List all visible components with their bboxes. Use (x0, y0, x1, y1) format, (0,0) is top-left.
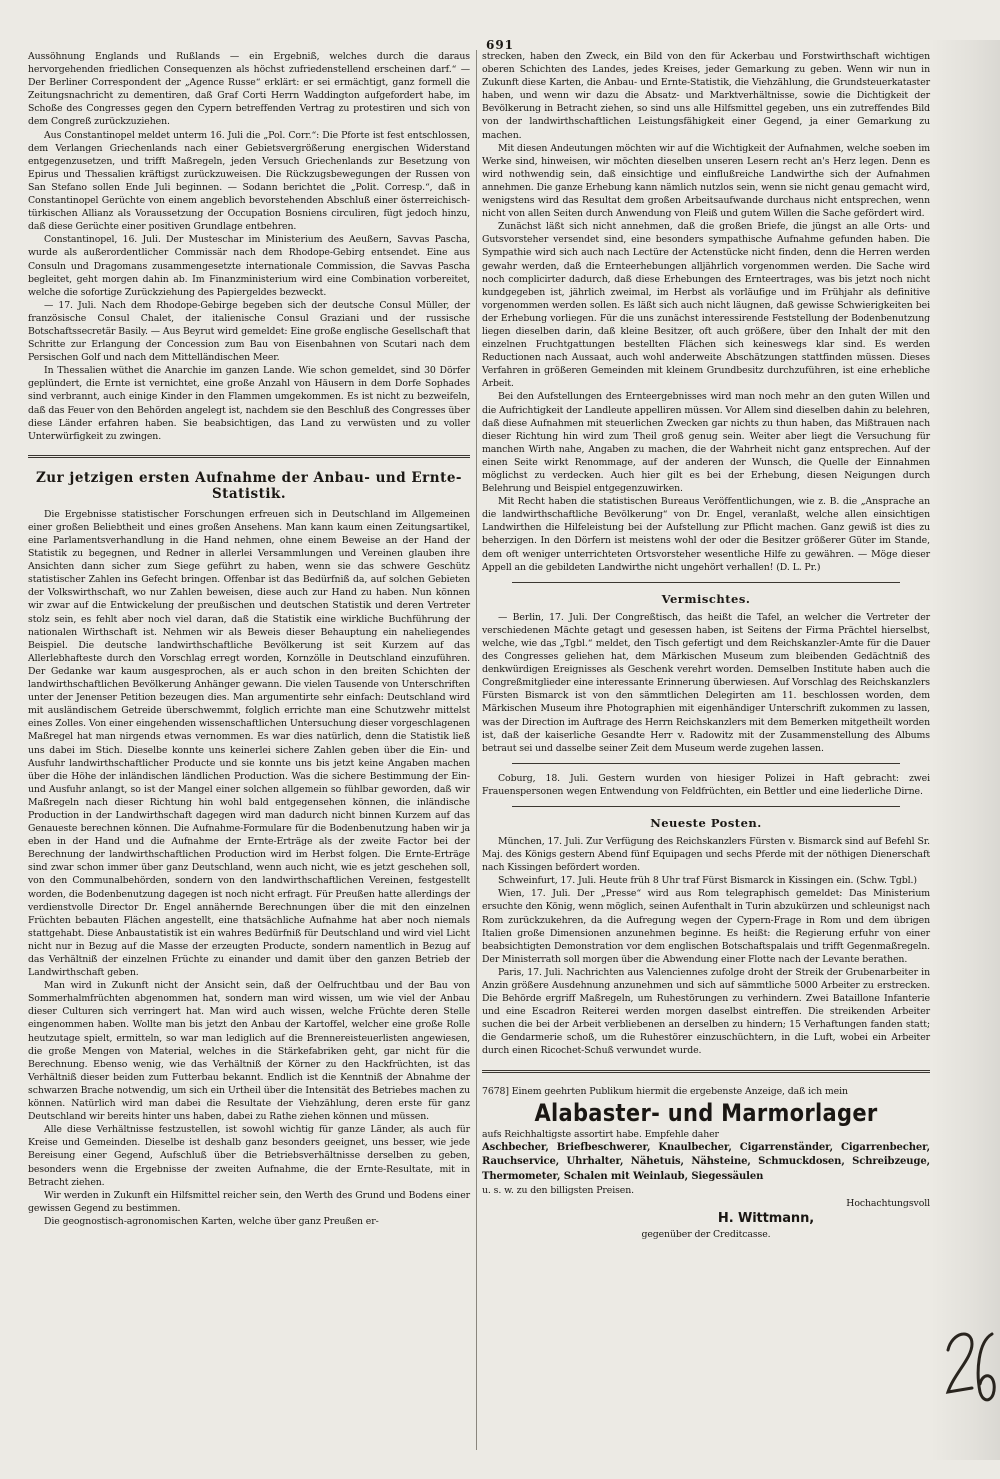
section-divider (512, 806, 900, 807)
ad-divider (482, 1070, 930, 1073)
news-paragraph: Constantinopel, 16. Juli. Der Musteschar im Ministerium des Aeußern, Savvas Pascha, wurde als außerordentlicher Commissär nach dem Rhodope-Gebirg entsendet. Eine aus Consuln und Dragomans zusammengesetzte internationale Commission, die Savvas Pascha begleitet, geht morgen dahin ab. Im Finanzministerium wird eine Combination vorbereitet, welche die sofortige Zurückziehung des Papiergeldes bezweckt. (28, 234, 470, 298)
news-dispatch: Schweinfurt, 17. Juli. Heute früh 8 Uhr traf Fürst Bismarck in Kissingen ein. (Schw. Tgbl.) (498, 875, 917, 887)
news-dispatch: Paris, 17. Juli. Nachrichten aus Valenciennes zufolge droht der Streik der Grubenarbeiter in Anzin größere Ausdehnung anzunehmen und sich auf sämmtliche 5000 Arbeiter zu erstrecken. Die Behörde ergriff Maßregeln, um Ruhestörungen zu verhindern. Zwei Bataillone Infanterie und eine Escadron Reiterei werden morgen daselbst eintreffen. Die streikenden Arbeiter suchen die bei der Arbeit verbliebenen an derselben zu hindern; 15 Verhaftungen fanden statt; die Gendarmerie schoß, um die Ruhestörer einzuschüchtern, in die Luft, wobei ein Arbeiter durch einen Ricochet-Schuß verwundet wurde. (482, 966, 930, 1057)
ad-address: gegenüber der Creditcasse. (641, 1229, 771, 1241)
vermischtes-title: Vermischtes. (661, 591, 751, 606)
section-divider (28, 455, 470, 458)
ad-headline: Alabaster- und Marmorlager (534, 1098, 878, 1127)
ad-product-list: Aschbecher, Briefbeschwerer, Knaulbecher, Cigarrenständer, Cigarrenbecher, Rauchservice, Uhrhalter, Nähetuis, Nähsteine, Schmuckdosen, Schreibzeuge, Thermometer, Schalen mit Weinlaub, Siegessäulen (482, 1141, 930, 1182)
vermischtes-item: — Berlin, 17. Juli. Der Congreßtisch, das heißt die Tafel, an welcher die Vertreter der verschiedenen Mächte getagt und gesessen haben, ist Seitens der Firma Prächtel hierselbst, welche, wie das „Tgbl.“ meldet, den Tisch gefertigt und dem Reichskanzler-Amte für die Dauer des Congresses geliehen hat, dem Märkischen Museum zum bleibenden Gedächtniß des denkwürdigen Ereignisses als Geschenk verehrt worden. Demselben Institute haben auch die Congreßmitglieder eine interessante Erinnerung überwiesen. Auf Vorschlag des Reichskanzlers Fürsten Bismarck ist von den sämmtlichen Delegirten am 11. beschlossen worden, dem Märkischen Museum ihre Photographien mit eigenhändiger Unterschrift zukommen zu lassen, was der Direction im Auftrage des Herrn Reichskanzlers mit dem Bemerken mitgetheilt worden ist, daß der kaiserliche Gesandte Herr v. Radowitz mit der Zusammenstellung des Albums betraut sei und dasselbe seiner Zeit dem Museum werde zugehen lassen. (482, 611, 930, 754)
page-edge-shadow (930, 40, 1000, 1460)
news-paragraph: Aus Constantinopel meldet unterm 16. Juli die „Pol. Corr.“: Die Pforte ist fest entschlossen, dem Verlangen Griechenlands nach einer Gebietsvergrößerung energischen Widerstand entgegenzusetzen, und trifft Maßregeln, jeden Versuch Griechenlands zur Besetzung von Epirus und Thessalien kräftigst zurückzuweisen. Die Rückzugsbewegungen der Russen von San Stefano sollen Ende Juli beginnen. — Sodann berichtet die „Polit. Corresp.“, daß in Constantinopel Gerüchte von einem angeblich bevorstehenden Abschluß einer österreichisch-türkischen Allianz als Voraussetzung der Occupation Bosniens circuliren, fügt jedoch hinzu, daß diese Gerüchte einer positiven Grundlage entbehren. (28, 129, 470, 233)
ad-merchant-name: H. Wittmann, (717, 1211, 815, 1227)
section-divider (512, 582, 900, 583)
news-dispatch: Wien, 17. Juli. Der „Presse“ wird aus Rom telegraphisch gemeldet: Das Ministerium ersuchte den König, wenn möglich, seinen Aufenthalt in Turin abzukürzen und schleunigst nach Rom zurückzukehren, da die Aufregung wegen der Cypern-Frage in Rom und dem übrigen Italien große Dimensionen anzunehmen beginne. Es heißt: die Regierung erfuhr von einer beabsichtigten Demonstration vor dem englischen Botschaftspalais und trifft Gegenmaßregeln. Der Ministerrath soll morgen über die Abwendung einer Flotte nach der Levante berathen. (482, 888, 930, 965)
handwritten-page-mark (942, 1322, 998, 1412)
article-continuation: strecken, haben den Zweck, ein Bild von den für Ackerbau und Forstwirthschaft wichtigen oberen Schichten des Landes, jedes Kreises, jeder Gemarkung zu geben. Wenn wir nun in Zukunft diese Karten, die Anbau- und Ernte-Statistik, die Viehzählung, die Grundsteuerkataster haben, und wenn wir dazu die Absatz- und Marktverhältnisse, sowie die Dichtigkeit der Bevölkerung in Betracht ziehen, so sind uns alle Hilfsmittel gegeben, uns ein zutreffendes Bild von der landwirthschaftlichen Leistungsfähigkeit einer Gegend, ja einer Gemarkung zu machen. (482, 51, 930, 141)
article-paragraph: Alle diese Verhältnisse festzustellen, ist sowohl wichtig für ganze Länder, als auch für Kreise und Gemeinden. Dieselbe ist deshalb ganz besonders geeignet, uns besser, wie jede Bereisung einer Gegend, Aufschluß über die Betriebsverhältnisse derselben zu geben, besonders wenn die Ergebnisse der zweiten Aufnahme, die der Ernte-Resultate, mit in Betracht ziehen. (28, 1124, 470, 1188)
article-paragraph: Bei den Aufstellungen des Ernteergebnisses wird man noch mehr an den guten Willen und die Aufrichtigkeit der Landleute appelliren müssen. Vor Allem sind dieselben dahin zu belehren, daß diese Aufnahmen mit steuerlichen Zwecken gar nichts zu thun haben, das Mißtrauen nach dieser Richtung hin wird zum Theil groß genug sein. Weiter aber liegt die Versuchung für manchen Wirth nahe, Angaben zu machen, die der Wahrheit nicht ganz entsprechen. Auf der einen Seite wirkt Renommage, auf der anderen der Wunsch, die Quelle der Einnahmen möglichst zu verdecken. Auch hier gilt es bei der Erhebung, diesen Neigungen durch Belehrung und Beispiel entgegenzuwirken. (482, 391, 930, 495)
news-paragraph: In Thessalien wüthet die Anarchie im ganzen Lande. Wie schon gemeldet, sind 30 Dörfer geplündert, die Ernte ist vernichtet, eine große Anzahl von Häusern in dem Dorfe Sophades sind verbrannt, auch einige Kinder in den Flammen umgekommen. Es ist nicht zu bezweifeln, daß das Feuer von den Behörden angelegt ist, nachdem sie den Beschluß des Congresses über diese Länder erfahren haben. Sie beabsichtigen, das Land zu verwüsten und zu voller Unterwürfigkeit zu zwingen. (28, 365, 470, 442)
article-paragraph: Die Ergebnisse statistischer Forschungen erfreuen sich in Deutschland im Allgemeinen einer großen Beliebtheit und eines großen Ansehens. Man kann kaum einen Zeitungsartikel, eine Parlamentsverhandlung in die Hand nehmen, ohne einem Beweise an der Hand der Statistik zu begegnen, und Redner in allerlei Versammlungen und Vereinen glauben ihre Ansichten dann sicher zum Siege geführt zu haben, wenn sie das schwere Geschütz statistischer Zahlen ins Gefecht bringen. Offenbar ist das Bedürfniß da, auf solchen Gebieten der Volkswirthschaft, wo nur Zahlen beweisen, diese auch zur Hand zu haben. Nun können wir zwar auf die Entwickelung der preußischen und deutschen Statistik und deren Vertreter stolz sein, es fehlt aber noch viel daran, daß die Statistik eine wirkliche Buchführung der nationalen Wirthschaft ist. Nehmen wir als Beweis dieser Behauptung ein naheliegendes Beispiel. Die deutsche landwirthschaftliche Bevölkerung ist seit Kurzem auf das Allerlebhafteste durch den Vorschlag erregt worden, Kornzölle in Deutschland einzuführen. Der Gedanke war kaum ausgesprochen, als er auch schon in den breiten Schichten der landwirthschaftlichen Bevölkerung Anhänger gewann. Die vielen Tausende von Unterschriften unter der Jenenser Petition bezeugen dies. Man argumentirte sehr einfach: Deutschland wird mit ausländischem Getreide überschwemmt, folglich errichte man eine Schutzwehr mittelst eines Zolles. Von einer eingehenden wissenschaftlichen Untersuchung dieser vorgeschlagenen Maßregel hat man nirgends etwas vernommen. Es war dies natürlich, denn die Statistik ließ uns dabei im Stich. Dieselbe konnte uns keinerlei sichere Zahlen geben über die Ein- und Ausfuhr landwirthschaftlicher Producte und sie konnte uns bis jetzt keine Angaben machen über die Höhe der inländischen ländlichen Production. Was die sichere Bestimmung der Ein- und Ausfuhr anlangt, so ist der Mangel einer solchen allgemein so fühlbar geworden, daß wir Maßregeln nach dieser Richtung hin wohl bald entgegensehen können, die inländische Production in der Landwirthschaft dagegen wird man dadurch nicht binnen Kurzem auf das Genaueste berechnen können. Die Aufnahme-Formulare für die Bodenbenutzung haben wir ja eben in der Hand und die Aufnahme der Ernte-Erträge als der zweite Factor bei der Berechnung der landwirthschaftlichen Production wird im Herbst folgen. Die Ernte-Erträge sind zwar schon immer über ganz Deutschland, wenn auch nicht, wie es jetzt geschehen soll, von den Communalbehörden, sondern von den landwirthschaftlichen Vereinen, festgestellt worden, die Bodenbenutzung dagegen ist noch nicht erfragt. Für Preußen hatte allerdings der verdienstvolle Director Dr. Engel annähernde Berechnungen über die mit den einzelnen Früchten bebauten Flächen angestellt, eine thatsächliche Aufnahme hat aber noch niemals stattgehabt. Diese Anbaustatistik ist ein wahres Bedürfniß für Deutschland und wird viel Licht nicht nur in Bezug auf die Masse der erzeugten Producte, sondern namentlich in Bezug auf das Verhältniß der einzelnen Früchte zu einander und damit über den ganzen Betrieb der Landwirthschaft geben. (28, 508, 470, 979)
left-column (28, 50, 470, 1228)
article-title: Zur jetzigen ersten Aufnahme der Anbau- und Ernte-Statistik. (35, 469, 463, 502)
advertisement (482, 1085, 930, 1242)
right-column (482, 50, 930, 1242)
article-paragraph: Die geognostisch-agronomischen Karten, welche über ganz Preußen er- (44, 1215, 379, 1227)
article-paragraph: Mit diesen Andeutungen möchten wir auf die Wichtigkeit der Aufnahmen, welche soeben im Werke sind, hinweisen, wir möchten dieselben unseren Lesern recht an's Herz legen. Denn es wird nothwendig sein, daß einsichtige und einflußreiche Landwirthe sich der Aufnahmen annehmen. Die ganze Erhebung kann nämlich nutzlos sein, wenn sie nicht genau gemacht wird, wenigstens wird das Resultat dem großen Arbeitsaufwande durchaus nicht entsprechen, wenn nicht von allen Seiten durch Anwendung von Fleiß und gutem Willen die Sache gefördert wird. (482, 142, 930, 220)
neueste-posten-title: Neueste Posten. (650, 815, 762, 830)
ad-intro: 7678] Einem geehrten Publikum hiermit die ergebenste Anzeige, daß ich mein (482, 1085, 848, 1097)
article-paragraph: Wir werden in Zukunft ein Hilfsmittel reicher sein, den Werth des Grund und Bodens einer gewissen Gegend zu bestimmen. (28, 1189, 470, 1214)
column-divider (476, 50, 477, 1450)
ad-greeting: Hochachtungsvoll (846, 1198, 930, 1210)
article-paragraph: Mit Recht haben die statistischen Bureaus Veröffentlichungen, wie z. B. die „Ansprache an die landwirthschaftliche Bevölkerung“ von Dr. Engel, veranlaßt, welche allen einsichtigen Landwirthen die Hilfeleistung bei der Aufstellung zur Pflicht machen. Ganz gewiß ist dies zu beherzigen. In den Dörfern ist meistens wohl der oder die Besitzer größerer Güter im Stande, dem oft weniger unterrichteten Ortsvorsteher wesentliche Hilfe zu gewähren. — Möge dieser Appell an die gebildeten Landwirthe nicht ungehört verhallen! (D. L. Pr.) (482, 496, 930, 573)
page-number: 691 (485, 38, 515, 52)
article-paragraph: Zunächst läßt sich nicht annehmen, daß die großen Briefe, die jüngst an alle Orts- und Gutsvorsteher versendet sind, eine besonders sympathische Aufnahme gefunden haben. Die Sympathie wird sich auch nach Lectüre der Actenstücke nicht finden, denn die Herren werden gewahr werden, daß die Ernteerhebungen alljährlich vorgenommen werden. Die Sache wird noch complicirter dadurch, daß diese Erhebungen des Ernteertrages, was bis jetzt noch nicht kundgegeben ist, jährlich zweimal, im Herbst als vorläufige und im Frühjahr als definitive vorgenommen werden sollen. Es läßt sich auch nicht läugnen, daß gewisse Schwierigkeiten bei der Erhebung vorliegen. Für die uns zunächst interessirende Feststellung der Bodenbenutzung liegen dieselben darin, daß kleine Besitzer, oft auch größere, über den Inhalt der mit den einzelnen Fruchtgattungen bestellten Flächen sich keineswegs klar sind. Es werden Reductionen nach Aussaat, auch wohl anderweite Abschätzungen stattfinden müssen. Dieses Verfahren in größeren Gemeinden mit kleinem Grundbesitz durchzuführen, ist eine erhebliche Arbeit. (482, 221, 930, 390)
item-divider (512, 763, 900, 764)
news-paragraph: — 17. Juli. Nach dem Rhodope-Gebirge begeben sich der deutsche Consul Müller, der französische Consul Chalet, der italienische Consul Graziani und der russische Botschaftssecretär Basily. — Aus Beyrut wird gemeldet: Eine große englische Gesellschaft that Schritte zur Erlangung der Concession zum Bau von Eisenbahnen von Scutari nach dem Persischen Golf und nach dem Mittelländischen Meer. (28, 299, 470, 364)
ad-line: aufs Reichhaltigste assortirt habe. Empfehle daher (482, 1128, 719, 1140)
vermischtes-item: Coburg, 18. Juli. Gestern wurden von hiesiger Polizei in Haft gebracht: zwei Frauenspersonen wegen Entwendung von Feldfrüchten, ein Bettler und eine liederliche Dirne. (482, 772, 930, 797)
news-dispatch: München, 17. Juli. Zur Verfügung des Reichskanzlers Fürsten v. Bismarck sind auf Befehl Sr. Maj. des Königs gestern Abend fünf Equipagen und sechs Pferde mit der nöthigen Dienerschaft nach Kissingen befördert worden. (482, 835, 930, 874)
news-paragraph: Aussöhnung Englands und Rußlands — ein Ergebniß, welches durch die daraus hervorgehenden friedlichen Consequenzen als höchst zufriedenstellend erscheinen darf.“ — Der Berliner Correspondent der „Agence Russe“ erklärt: er sei ermächtigt, ganz formell die Zeitungsnachricht zu dementiren, daß Graf Corti Herrn Waddington aufgefordert habe, im Schoße des Congresses gegen den Cypern betreffenden Vertrag zu protestiren und sich von dem Congreß zurückzuziehen. (28, 51, 470, 128)
ad-line: u. s. w. zu den billigsten Preisen. (482, 1185, 634, 1197)
article-paragraph: Man wird in Zukunft nicht der Ansicht sein, daß der Oelfruchtbau und der Bau von Sommerhalmfrüchten abgenommen hat, sondern man wird wissen, um wie viel der Anbau dieser Culturen sich verringert hat. Man wird auch wissen, welche Früchte deren Stelle eingenommen haben. Wollte man bis jetzt den Anbau der Kartoffel, welcher eine große Rolle heutzutage spielt, ermitteln, so war man lediglich auf die Brennereisteuerlisten angewiesen, die große Mengen von Material, welches in die Stärkefabriken geht, gar nicht für die Berechnung. Ebenso wenig, wie das Verhältniß der Körner zu den Hackfrüchten, ist das Verhältniß dieser beiden zum Futterbau bekannt. Endlich ist die Kenntniß der Abnahme der schwarzen Brache notwendig, um sich ein Urtheil über die Intensität des Betriebes machen zu können. Natürlich wird man dabei die Resultate der Viehzählung, deren erste für ganz Deutschland wir bereits hinter uns haben, dabei zu Rathe ziehen können und müssen. (28, 980, 470, 1123)
